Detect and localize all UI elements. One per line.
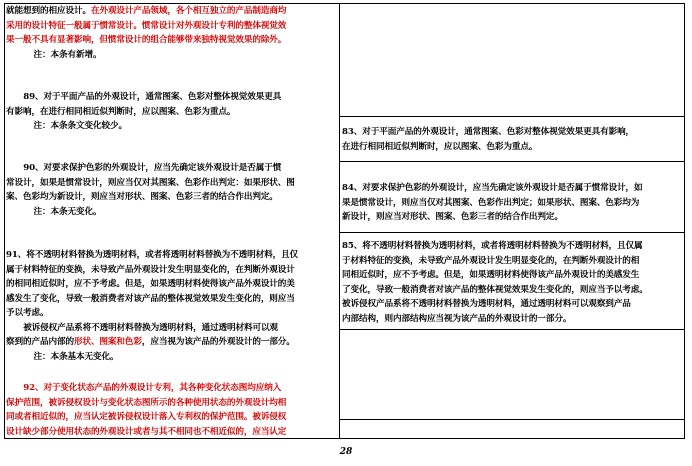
text-line: 果一般不具有显著影响，但惯常设计的组合能够带来独特视觉效果的除外。 — [6, 35, 287, 45]
comparison-table — [4, 3, 685, 439]
text-line: 果是惯常设计，则应当仅对其图案、色彩作出判定；如果形状、图案、色彩均为 — [342, 197, 640, 208]
right-article-85 — [342, 239, 682, 326]
red-text-span: 在外观设计产品领域，各个相互独立的产品制造商均 — [90, 6, 287, 16]
text-span: 察到的产品内部的 — [6, 337, 74, 347]
text-line: 采用的设计特征一般属于惯常设计。惯常设计对外观设计专利的整体视觉效 — [6, 20, 287, 31]
text-line: 91、将不透明材料替换为透明材料，或者将透明材料替换为不透明材料，且仅 — [6, 250, 299, 260]
text-line: 常设计，如果是惯常设计，则应当仅对其图案、色彩作出判定：如果形状、图 — [6, 177, 295, 188]
text-line: 新设计，则应当对形状、图案、色彩三者的结合作出判定。 — [342, 212, 563, 222]
left-article-92 — [6, 381, 337, 439]
row-divider — [339, 232, 684, 233]
left-article-90 — [6, 161, 337, 219]
text-line — [6, 4, 337, 19]
text-line: 90、对要求保护色彩的外观设计，应当先确定该外观设计是否属于惯 — [23, 163, 282, 173]
text-line: 被诉侵权产品系将不透明材料替换为透明材料，通过透明材料可以观 — [23, 322, 279, 333]
text-line: 设计缺少部分使用状态的外观设计或者与其不相同也不相近似的，应当认定 — [6, 426, 287, 437]
text-line: 予以考虑。 — [6, 308, 49, 318]
text-line: 于材料特征的变换，未导致产品外观设计发生明显变化的，在判断外观设计的相 — [342, 255, 640, 266]
column-divider — [339, 4, 340, 438]
row-divider — [339, 116, 684, 117]
text-line: 的相同相近似时，应不予考虑。但是，如果透明材料使得该产品外观设计的美 — [6, 279, 295, 289]
left-article-91 — [6, 248, 337, 364]
text-span: ，应当视为该产品的外观设计的一部分。 — [141, 337, 295, 347]
text-line — [6, 335, 337, 350]
note-line: 注：本条基本无变化。 — [33, 351, 119, 362]
text-line: 有影响，在进行相同相近似判断时，应以图案、色彩为重点。 — [6, 106, 236, 117]
red-text-span: 形状、图案和色彩 — [73, 337, 142, 347]
text-line: 案、色彩均为新设计，则应当对形状、图案、色彩三者的结合作出判定。 — [6, 192, 278, 202]
text-line: 感发生了变化，导致一般消费者对该产品的整体视觉效果发生变化的，则应当 — [6, 293, 295, 304]
note-line: 注：本条无变化。 — [33, 206, 102, 217]
note-line: 注：本条有新增。 — [33, 49, 102, 60]
text-line: 内部结构，则内部结构应当视为该产品的外观设计的一部分。 — [342, 313, 572, 324]
text-line: 属于材料特征的变换，未导致产品外观设计发生明显变化的，在判断外观设计 — [6, 264, 295, 275]
left-top-block — [6, 4, 337, 62]
text-line: 被诉侵权产品系将不透明材料替换为透明材料，通过透明材料可以观察到产品 — [342, 299, 631, 309]
text-line: 85、将不透明材料替换为透明材料，或者将透明材料替换为不透明材料，且仅属 — [342, 241, 643, 251]
note-line: 注：本条条文变化较少。 — [33, 121, 127, 131]
row-divider — [339, 161, 684, 162]
text-line: 83、对于平面产品的外观设计，通常图案、色彩对整体视觉效果更具有影响， — [342, 127, 635, 137]
row-divider — [339, 419, 684, 420]
text-span: 就能想到的相应设计。 — [6, 6, 91, 16]
text-line: 92、对于变化状态产品的外观设计专利，其各种变化状态图均应纳入 — [23, 383, 282, 393]
right-article-84 — [342, 181, 682, 225]
text-line: 同或者相近似的，应当认定被诉侵权设计落入专利权的保护范围。被诉侵权 — [6, 412, 287, 422]
text-line: 在进行相同相近似判断时，应以图案、色彩为重点。 — [342, 141, 538, 152]
page-number: 28 — [339, 447, 353, 457]
row-divider — [339, 329, 684, 330]
text-line: 保护范围，被诉侵权设计与变化状态图所示的各种使用状态的外观设计均相 — [6, 397, 287, 408]
text-line: 同相近似时，应不予考虑。但是，如果透明材料使得该产品外观设计的美感发生 — [342, 270, 640, 280]
left-article-89 — [6, 90, 337, 134]
text-line: 89、对于平面产品的外观设计，通常图案、色彩对整体视觉效果更具 — [23, 92, 282, 102]
text-line: 84、对要求保护色彩的外观设计，应当先确定该外观设计是否属于惯常设计，如 — [342, 183, 643, 193]
right-article-83 — [342, 125, 682, 154]
text-line: 了变化，导致一般消费者对该产品的整体视觉效果发生变化的，则应当予以考虑。 — [342, 284, 648, 295]
